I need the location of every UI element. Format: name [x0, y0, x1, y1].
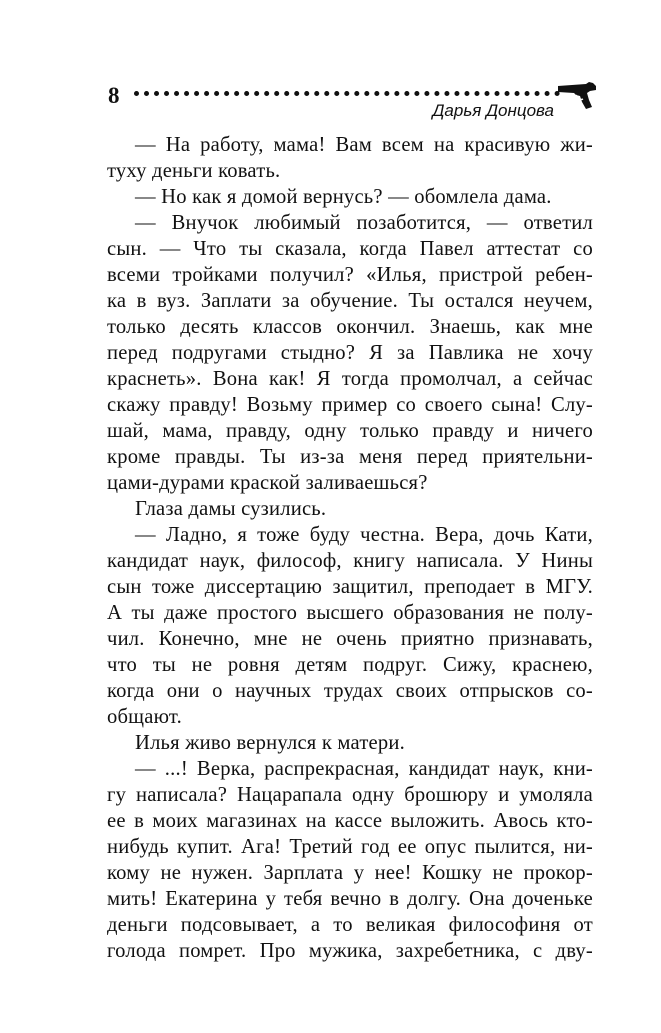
dotted-rule [134, 91, 560, 96]
text-line: — Но как я домой вернусь? — обомлела дама. [135, 186, 552, 208]
text-line: когда они о научных трудах своих отпрысков со- [107, 680, 593, 702]
text-line: кандидат наук, философ, книгу написала. У Нины [107, 550, 593, 572]
text-line: деньги подсовывает, а то великая философиня от [107, 914, 593, 936]
text-line: мить! Екатерина у тебя вечно в долгу. Она доченьке [107, 888, 593, 910]
paragraph [107, 184, 593, 210]
text-line: А ты даже простого высшего образования не полу- [107, 602, 593, 624]
text-line: чил. Конечно, мне не очень приятно признавать, [107, 628, 593, 650]
text-line: кроме правды. Ты из-за меня перед приятельни- [107, 446, 593, 468]
text-line: нибудь купит. Ага! Третий год ее опус пылится, ни- [107, 836, 593, 858]
body-text [107, 132, 593, 964]
text-line: ее в моих магазинах на кассе выложить. Авось кто- [107, 810, 593, 832]
page-number: 8 [108, 83, 120, 108]
text-line: общают. [107, 706, 182, 728]
text-line: что ты не ровня детям подруг. Сижу, краснею, [107, 654, 593, 676]
paragraph [107, 210, 593, 496]
paragraph [107, 496, 593, 522]
paragraph [107, 522, 593, 730]
text-line: Глаза дамы сузились. [135, 498, 327, 520]
text-line: сын тоже диссертацию защитил, преподает в МГУ. [107, 576, 593, 598]
paragraph [107, 132, 593, 184]
text-line: цами-дурами краской заливаешься? [107, 472, 428, 494]
revolver-icon [556, 80, 598, 110]
text-line: — ...! Верка, распрекрасная, кандидат наук, кни- [135, 758, 593, 780]
text-line: гу написала? Нацарапала одну брошюру и умоляла [107, 784, 593, 806]
text-line: ка в вуз. Заплати за обучение. Ты остался неучем, [107, 290, 593, 312]
text-line: всеми тройками получил? «Илья, пристрой ребен- [107, 264, 593, 286]
text-line: Илья живо вернулся к матери. [135, 732, 405, 754]
text-line: сын. — Что ты сказала, когда Павел аттестат со [107, 238, 593, 260]
text-line: только десять классов окончил. Знаешь, как мне [107, 316, 593, 338]
running-header [108, 80, 598, 120]
text-line: туху деньги ковать. [107, 160, 281, 182]
paragraph [107, 730, 593, 756]
text-line: голода помрет. Про мужика, захребетника, с дву- [107, 940, 593, 962]
text-line: — Ладно, я тоже буду честна. Вера, дочь Кати, [135, 524, 593, 546]
paragraph [107, 756, 593, 964]
text-line: кому не нужен. Зарплата у нее! Кошку не прокор- [107, 862, 593, 884]
text-line: перед подругами стыдно? Я за Павлика не хочу [107, 342, 593, 364]
text-line: — Внучок любимый позаботится, — ответил [135, 212, 593, 234]
text-line: шай, мама, правду, одну только правду и ничего [107, 420, 593, 442]
text-line: скажу правду! Возьму пример со своего сына! Слу- [107, 394, 593, 416]
author-name: Дарья Донцова [432, 101, 554, 120]
text-line: краснеть». Вона как! Я тогда промолчал, а сейчас [107, 368, 593, 390]
text-line: — На работу, мама! Вам всем на красивую жи- [135, 134, 593, 156]
